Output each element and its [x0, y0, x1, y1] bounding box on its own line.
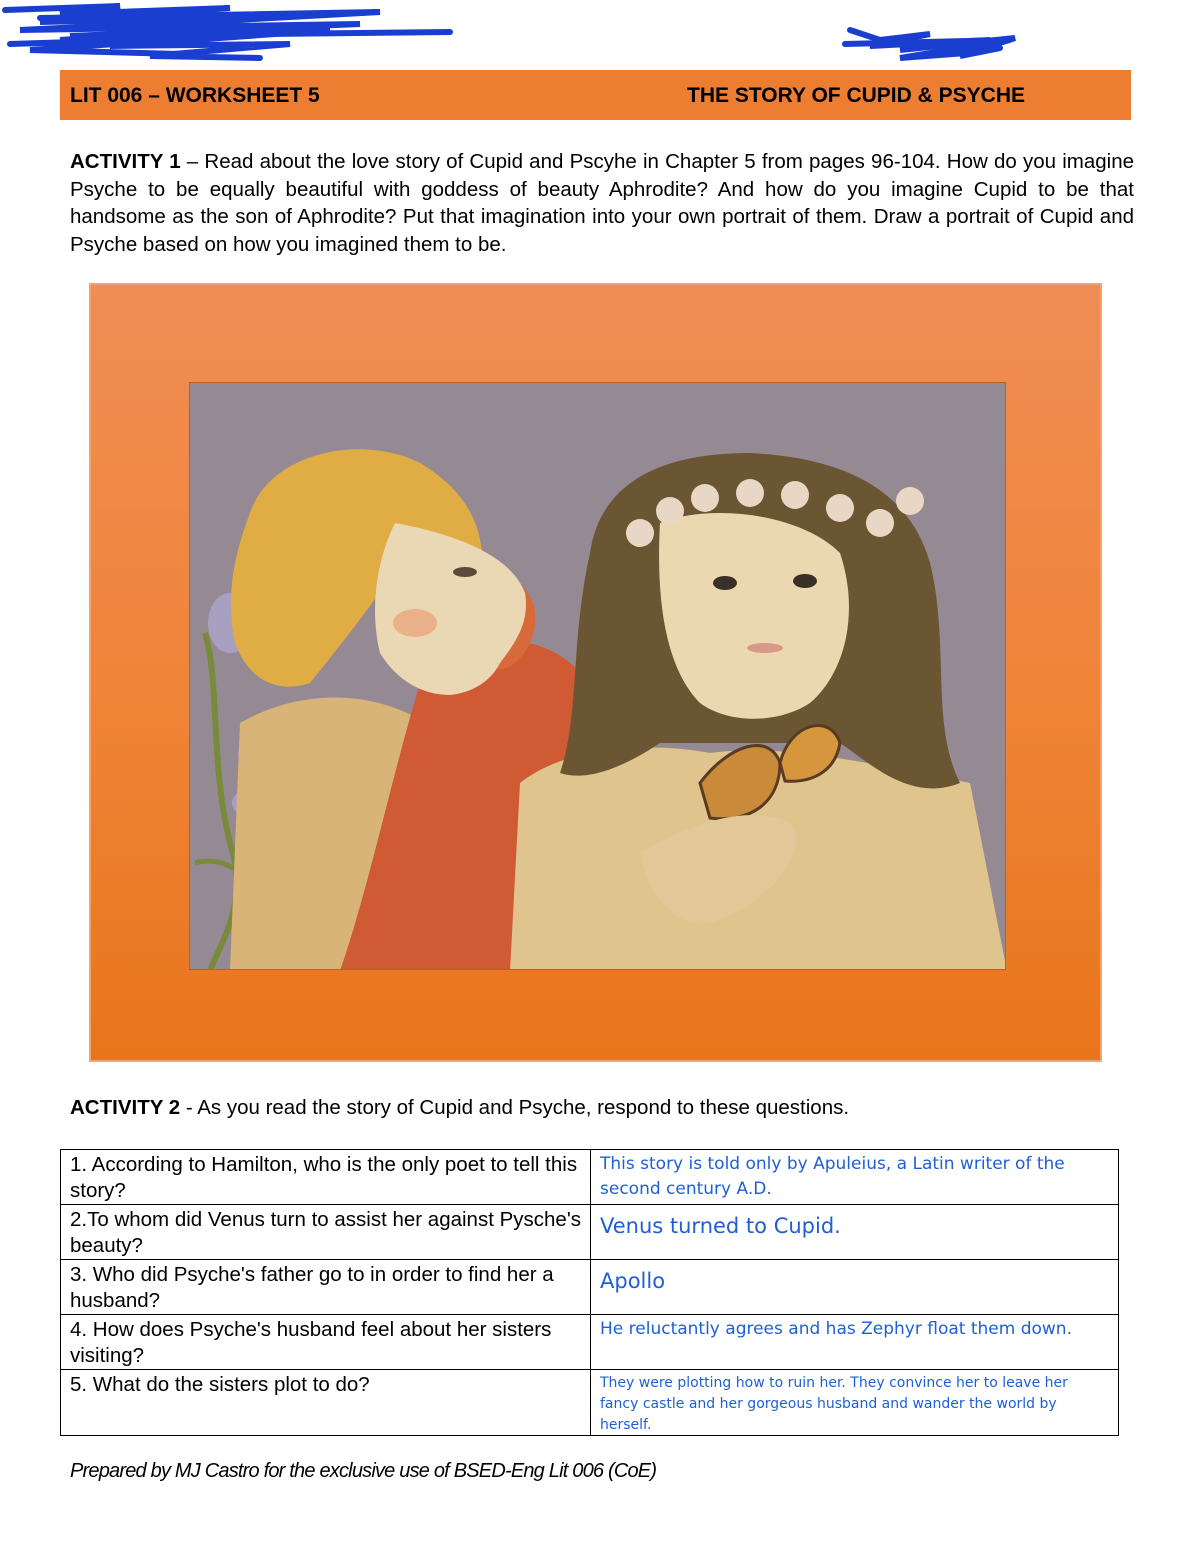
question-cell: 1. According to Hamilton, who is the only poet to tell this story?: [61, 1150, 591, 1205]
table-row: [61, 1150, 1119, 1205]
activity1-text: – Read about the love story of Cupid and Pscyhe in Chapter 5 from pages 96-104. How do you imagine Psyche to be equally beautiful with goddess of beauty Aphrodite? And how do you imagine Cupid to be that handsome as the son of Aphrodite? Put that imagination into your own portrait of them. Draw a portrait of Cupid and Psyche based on how you imagined them to be.: [70, 150, 1134, 256]
table-row: [61, 1315, 1119, 1370]
table-row: [61, 1370, 1119, 1436]
answer-cell[interactable]: [591, 1150, 1119, 1205]
question-cell: 2.To whom did Venus turn to assist her against Pysche's beauty?: [61, 1205, 591, 1260]
activity2-label: ACTIVITY 2: [70, 1096, 181, 1119]
table-row: [61, 1205, 1119, 1260]
answer-cell[interactable]: [591, 1370, 1119, 1436]
answer-text: Apollo: [600, 1269, 666, 1293]
footer-credit: Prepared by MJ Castro for the exclusive use of BSED-Eng Lit 006 (CoE): [70, 1460, 657, 1482]
answer-text: They were plotting how to ruin her. They convince her to leave her fancy castle and her gorgeous husband and wander the world by herself.: [600, 1375, 1068, 1433]
question-cell: 4. How does Psyche's husband feel about her sisters visiting?: [61, 1315, 591, 1370]
worksheet-title: LIT 006 – WORKSHEET 5: [70, 84, 320, 107]
activity1-instructions: [70, 148, 1134, 258]
answer-text: This story is told only by Apuleius, a Latin writer of the second century A.D.: [600, 1154, 1065, 1199]
table-row: [61, 1260, 1119, 1315]
story-title: THE STORY OF CUPID & PSYCHE: [687, 84, 1025, 107]
cupid-psyche-portrait: [189, 382, 1006, 970]
answer-text: He reluctantly agrees and has Zephyr float them down.: [600, 1319, 1072, 1339]
question-answer-table: [60, 1149, 1119, 1436]
activity1-label: ACTIVITY 1: [70, 150, 181, 173]
activity2-text: - As you read the story of Cupid and Psyche, respond to these questions.: [180, 1096, 850, 1119]
question-cell: 5. What do the sisters plot to do?: [61, 1370, 591, 1436]
answer-cell[interactable]: [591, 1315, 1119, 1370]
answer-cell[interactable]: [591, 1205, 1119, 1260]
question-cell: 3. Who did Psyche's father go to in order to find her a husband?: [61, 1260, 591, 1315]
redaction-scribble: [0, 0, 1200, 80]
portrait-frame: [89, 283, 1102, 1062]
activity2-instructions: [70, 1096, 849, 1120]
answer-text: Venus turned to Cupid.: [600, 1214, 841, 1238]
answer-cell[interactable]: [591, 1260, 1119, 1315]
header-bar: [60, 70, 1131, 120]
